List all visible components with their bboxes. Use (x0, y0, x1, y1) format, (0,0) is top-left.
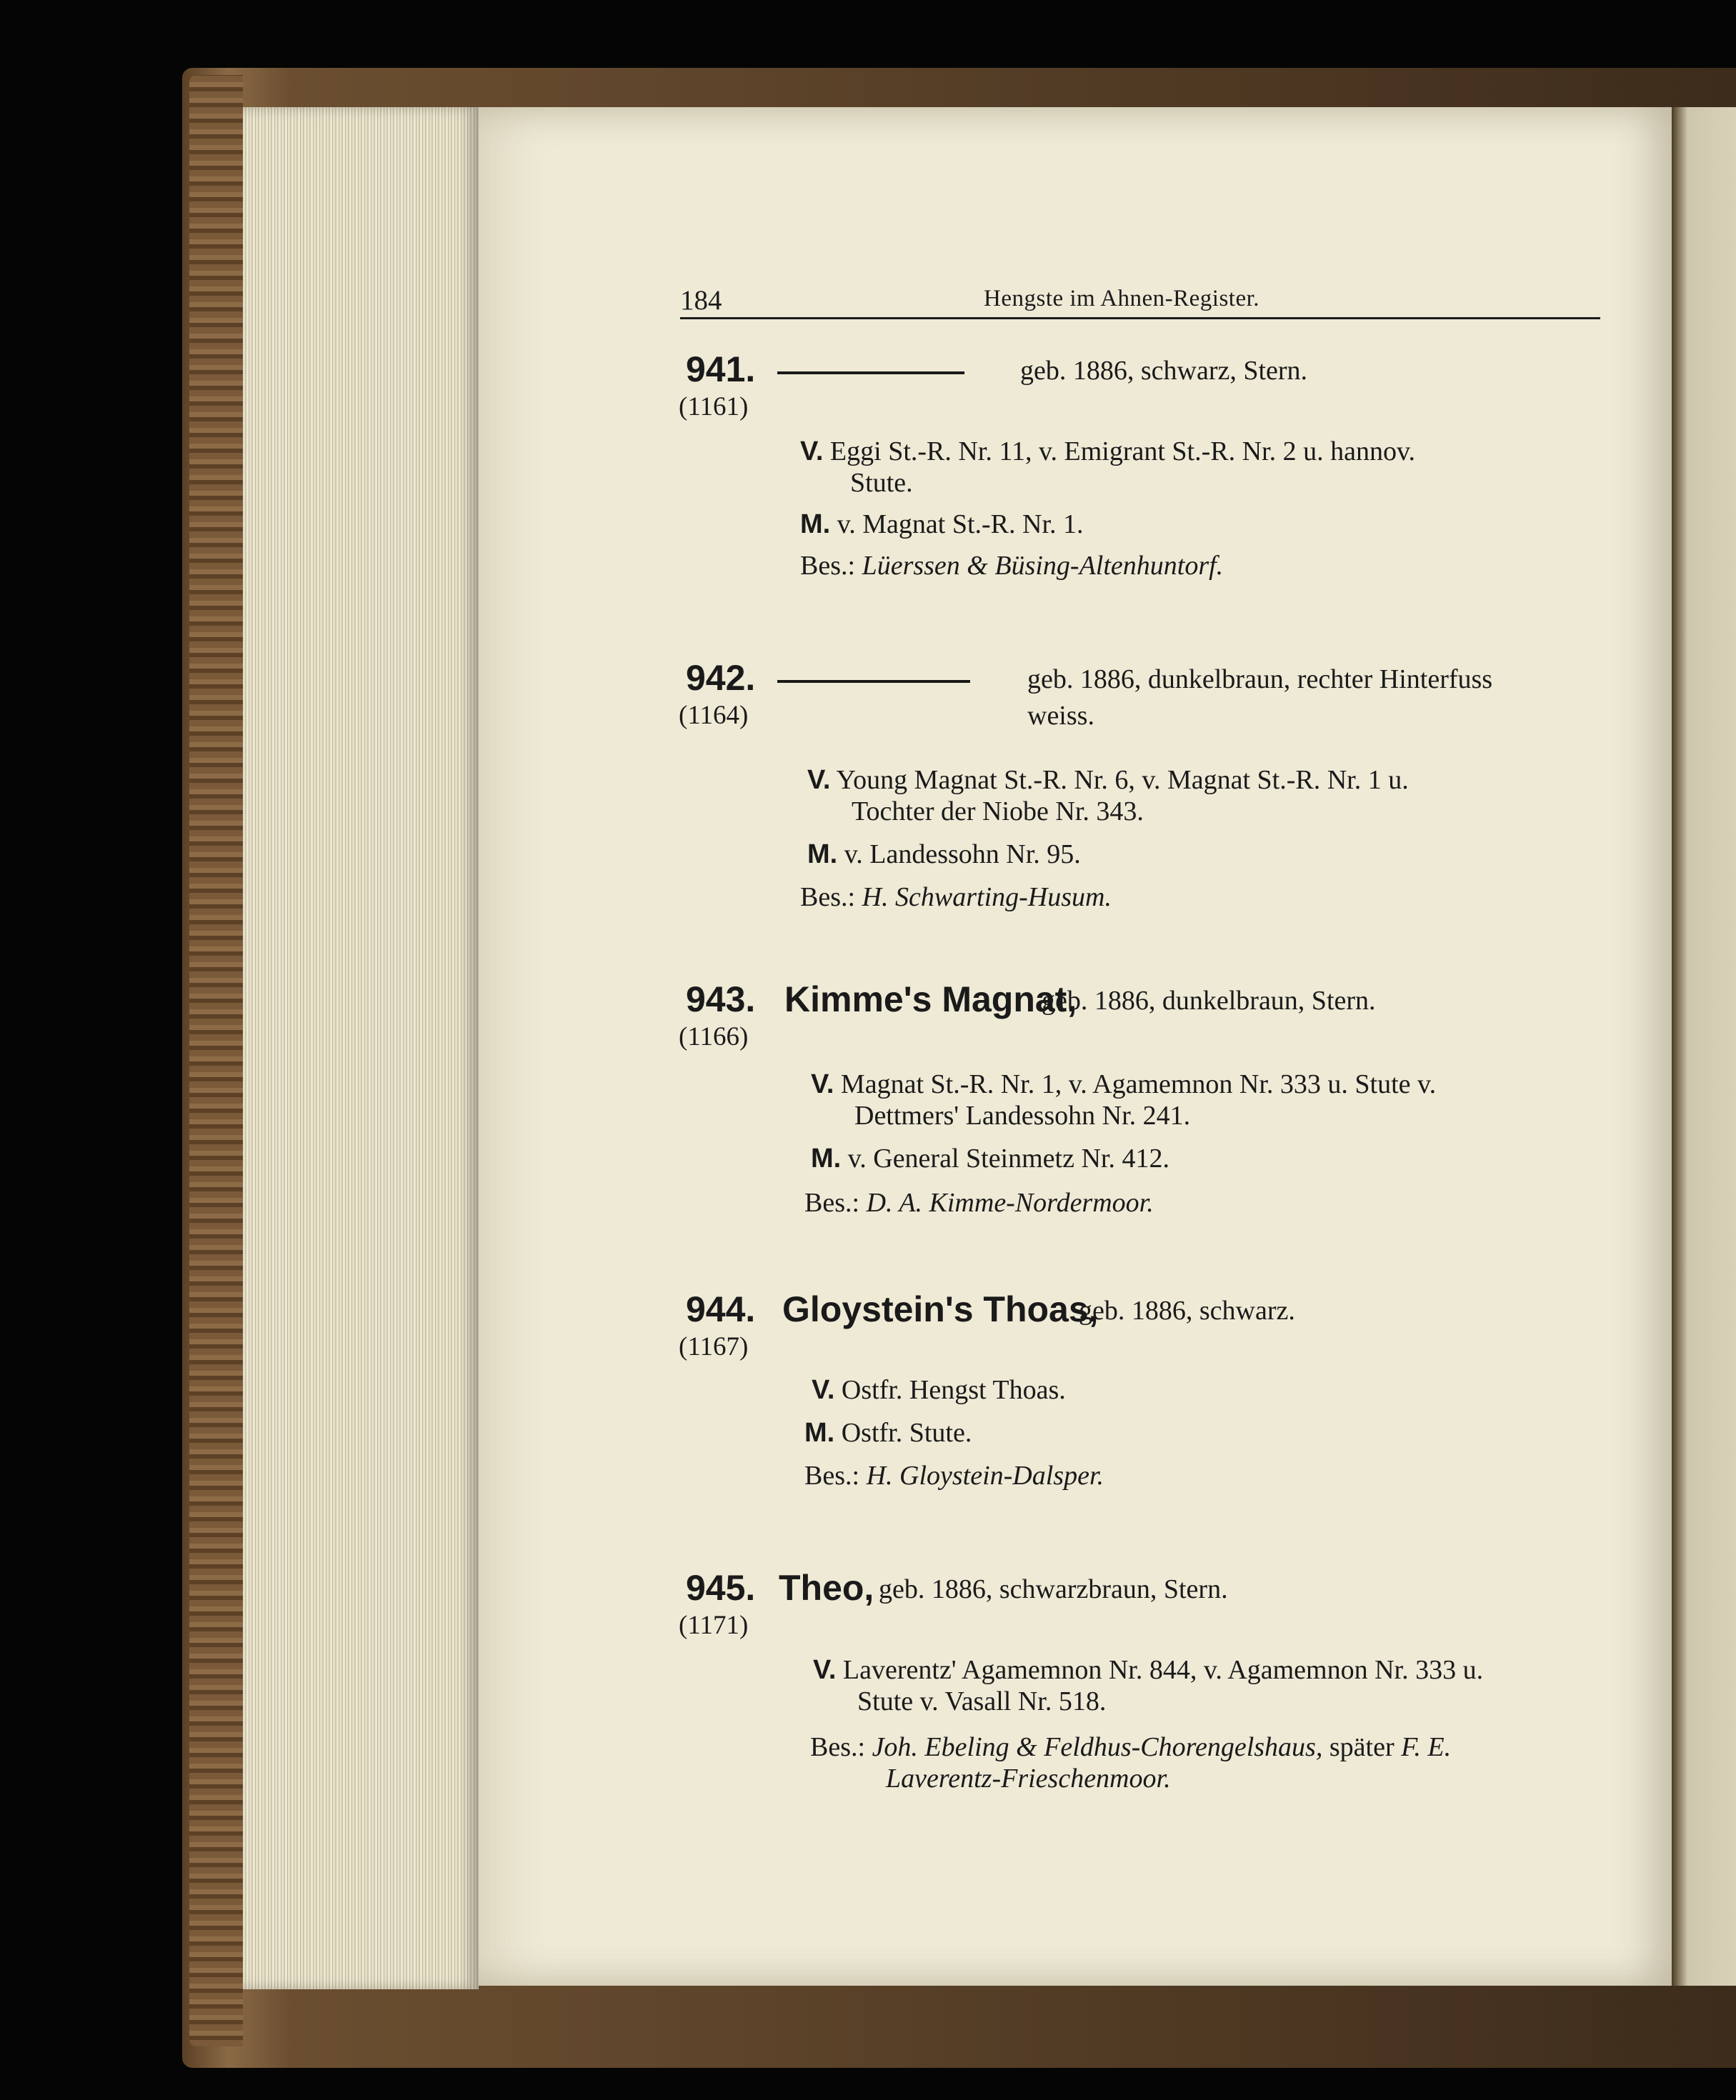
entry-number: 941. (686, 349, 756, 389)
entry-number: 945. (686, 1568, 756, 1608)
birth-info-continued: weiss. (1027, 701, 1094, 731)
sire-line-continued: Dettmers' Landessohn Nr. 241. (854, 1101, 1191, 1131)
dam-label: M. (811, 1144, 842, 1174)
owner-text: H. Schwarting-Husum. (862, 882, 1112, 912)
register-number: (1167) (679, 1332, 749, 1361)
sire-text: Eggi St.-R. Nr. 11, v. Emigrant St.-R. Nr. 2 u. hannov. (829, 436, 1415, 466)
sire-line-continued: Tochter der Niobe Nr. 343. (852, 796, 1144, 826)
dam-label: M. (804, 1418, 835, 1448)
next-page-edge (1672, 107, 1736, 1986)
owner-later-name: F. E. (1401, 1732, 1452, 1762)
sire-label: V. (812, 1375, 835, 1405)
page-stack (243, 107, 479, 1989)
entry-number: 943. (686, 979, 756, 1019)
owner-text: D. A. Kimme-Nordermoor. (866, 1188, 1154, 1218)
sire-text: Young Magnat St.-R. Nr. 6, v. Magnat St.-R. Nr. 1 u. (836, 765, 1409, 795)
sire-line-continued: Stute v. Vasall Nr. 518. (857, 1686, 1107, 1716)
dam-text: v. Magnat St.-R. Nr. 1. (837, 509, 1084, 539)
dam-text: v. General Steinmetz Nr. 412. (847, 1144, 1169, 1174)
entry-number: 944. (686, 1289, 756, 1329)
owner-line (800, 880, 1112, 914)
owner-label: Bes.: (810, 1732, 866, 1762)
owner-line (804, 1186, 1154, 1220)
horse-name: Theo, (779, 1568, 874, 1608)
sire-label: V. (813, 1655, 837, 1685)
owner-label: Bes.: (804, 1188, 860, 1218)
header-rule (680, 317, 1600, 319)
dam-line (804, 1416, 972, 1450)
running-head (680, 284, 1602, 317)
owner-label: Bes.: (804, 1461, 860, 1491)
entry-number: 942. (686, 658, 756, 698)
owner-later: später (1329, 1732, 1395, 1762)
owner-line-continued: Laverentz-Frieschenmoor. (886, 1764, 1171, 1794)
page-number: 184 (680, 285, 722, 316)
register-number: (1164) (679, 701, 749, 730)
owner-line (800, 549, 1223, 583)
running-title: Hengste im Ahnen-Register. (984, 286, 1260, 311)
sire-text: Laverentz' Agamemnon Nr. 844, v. Agamemnon Nr. 333 u. (842, 1655, 1484, 1685)
sire-line (812, 1373, 1066, 1407)
owner-label: Bes.: (800, 551, 856, 581)
horse-name: Gloystein's Thoas, (782, 1289, 1099, 1329)
name-dash (777, 680, 970, 683)
birth-info: geb. 1886, schwarz, Stern. (1020, 356, 1308, 386)
dam-text: v. Landessohn Nr. 95. (844, 839, 1081, 869)
birth-info (1027, 664, 1565, 695)
birth-text: geb. 1886, dunkelbraun, rechter Hinterfuss (1027, 664, 1493, 694)
name-dash (777, 371, 964, 374)
register-number: (1166) (679, 1022, 749, 1051)
dam-label: M. (800, 509, 831, 539)
horse-name: Kimme's Magnat, (784, 979, 1077, 1019)
sire-line (811, 1067, 1436, 1101)
dam-label: M. (807, 839, 838, 869)
dam-text: Ostfr. Stute. (841, 1418, 972, 1448)
owner-text: Joh. Ebeling & Feldhus-Chorengelshaus, (872, 1732, 1323, 1762)
birth-info: geb. 1886, schwarzbraun, Stern. (879, 1574, 1228, 1604)
birth-info: geb. 1886, dunkelbraun, Stern. (1042, 986, 1376, 1016)
dam-line (807, 837, 1081, 871)
sire-line-continued: Stute. (850, 468, 913, 498)
sire-line (813, 1653, 1483, 1687)
owner-text: H. Gloystein-Dalsper. (866, 1461, 1104, 1491)
cover-edge (189, 75, 243, 2046)
register-number: (1161) (679, 392, 749, 421)
owner-label: Bes.: (800, 882, 856, 912)
owner-line (804, 1459, 1104, 1493)
sire-label: V. (807, 765, 831, 795)
sire-text: Ostfr. Hengst Thoas. (841, 1375, 1066, 1405)
sire-label: V. (811, 1069, 834, 1099)
dam-line (811, 1141, 1169, 1176)
sire-line (800, 434, 1572, 469)
dam-line (800, 507, 1084, 541)
register-number: (1171) (679, 1611, 749, 1640)
sire-text: Magnat St.-R. Nr. 1, v. Agamemnon Nr. 333 u. Stute v. (840, 1069, 1437, 1099)
sire-line (807, 763, 1409, 797)
birth-info: geb. 1886, schwarz. (1079, 1296, 1295, 1326)
sire-label: V. (800, 436, 824, 466)
owner-line (810, 1730, 1451, 1764)
owner-text: Lüerssen & Büsing-Altenhuntorf. (862, 551, 1224, 581)
